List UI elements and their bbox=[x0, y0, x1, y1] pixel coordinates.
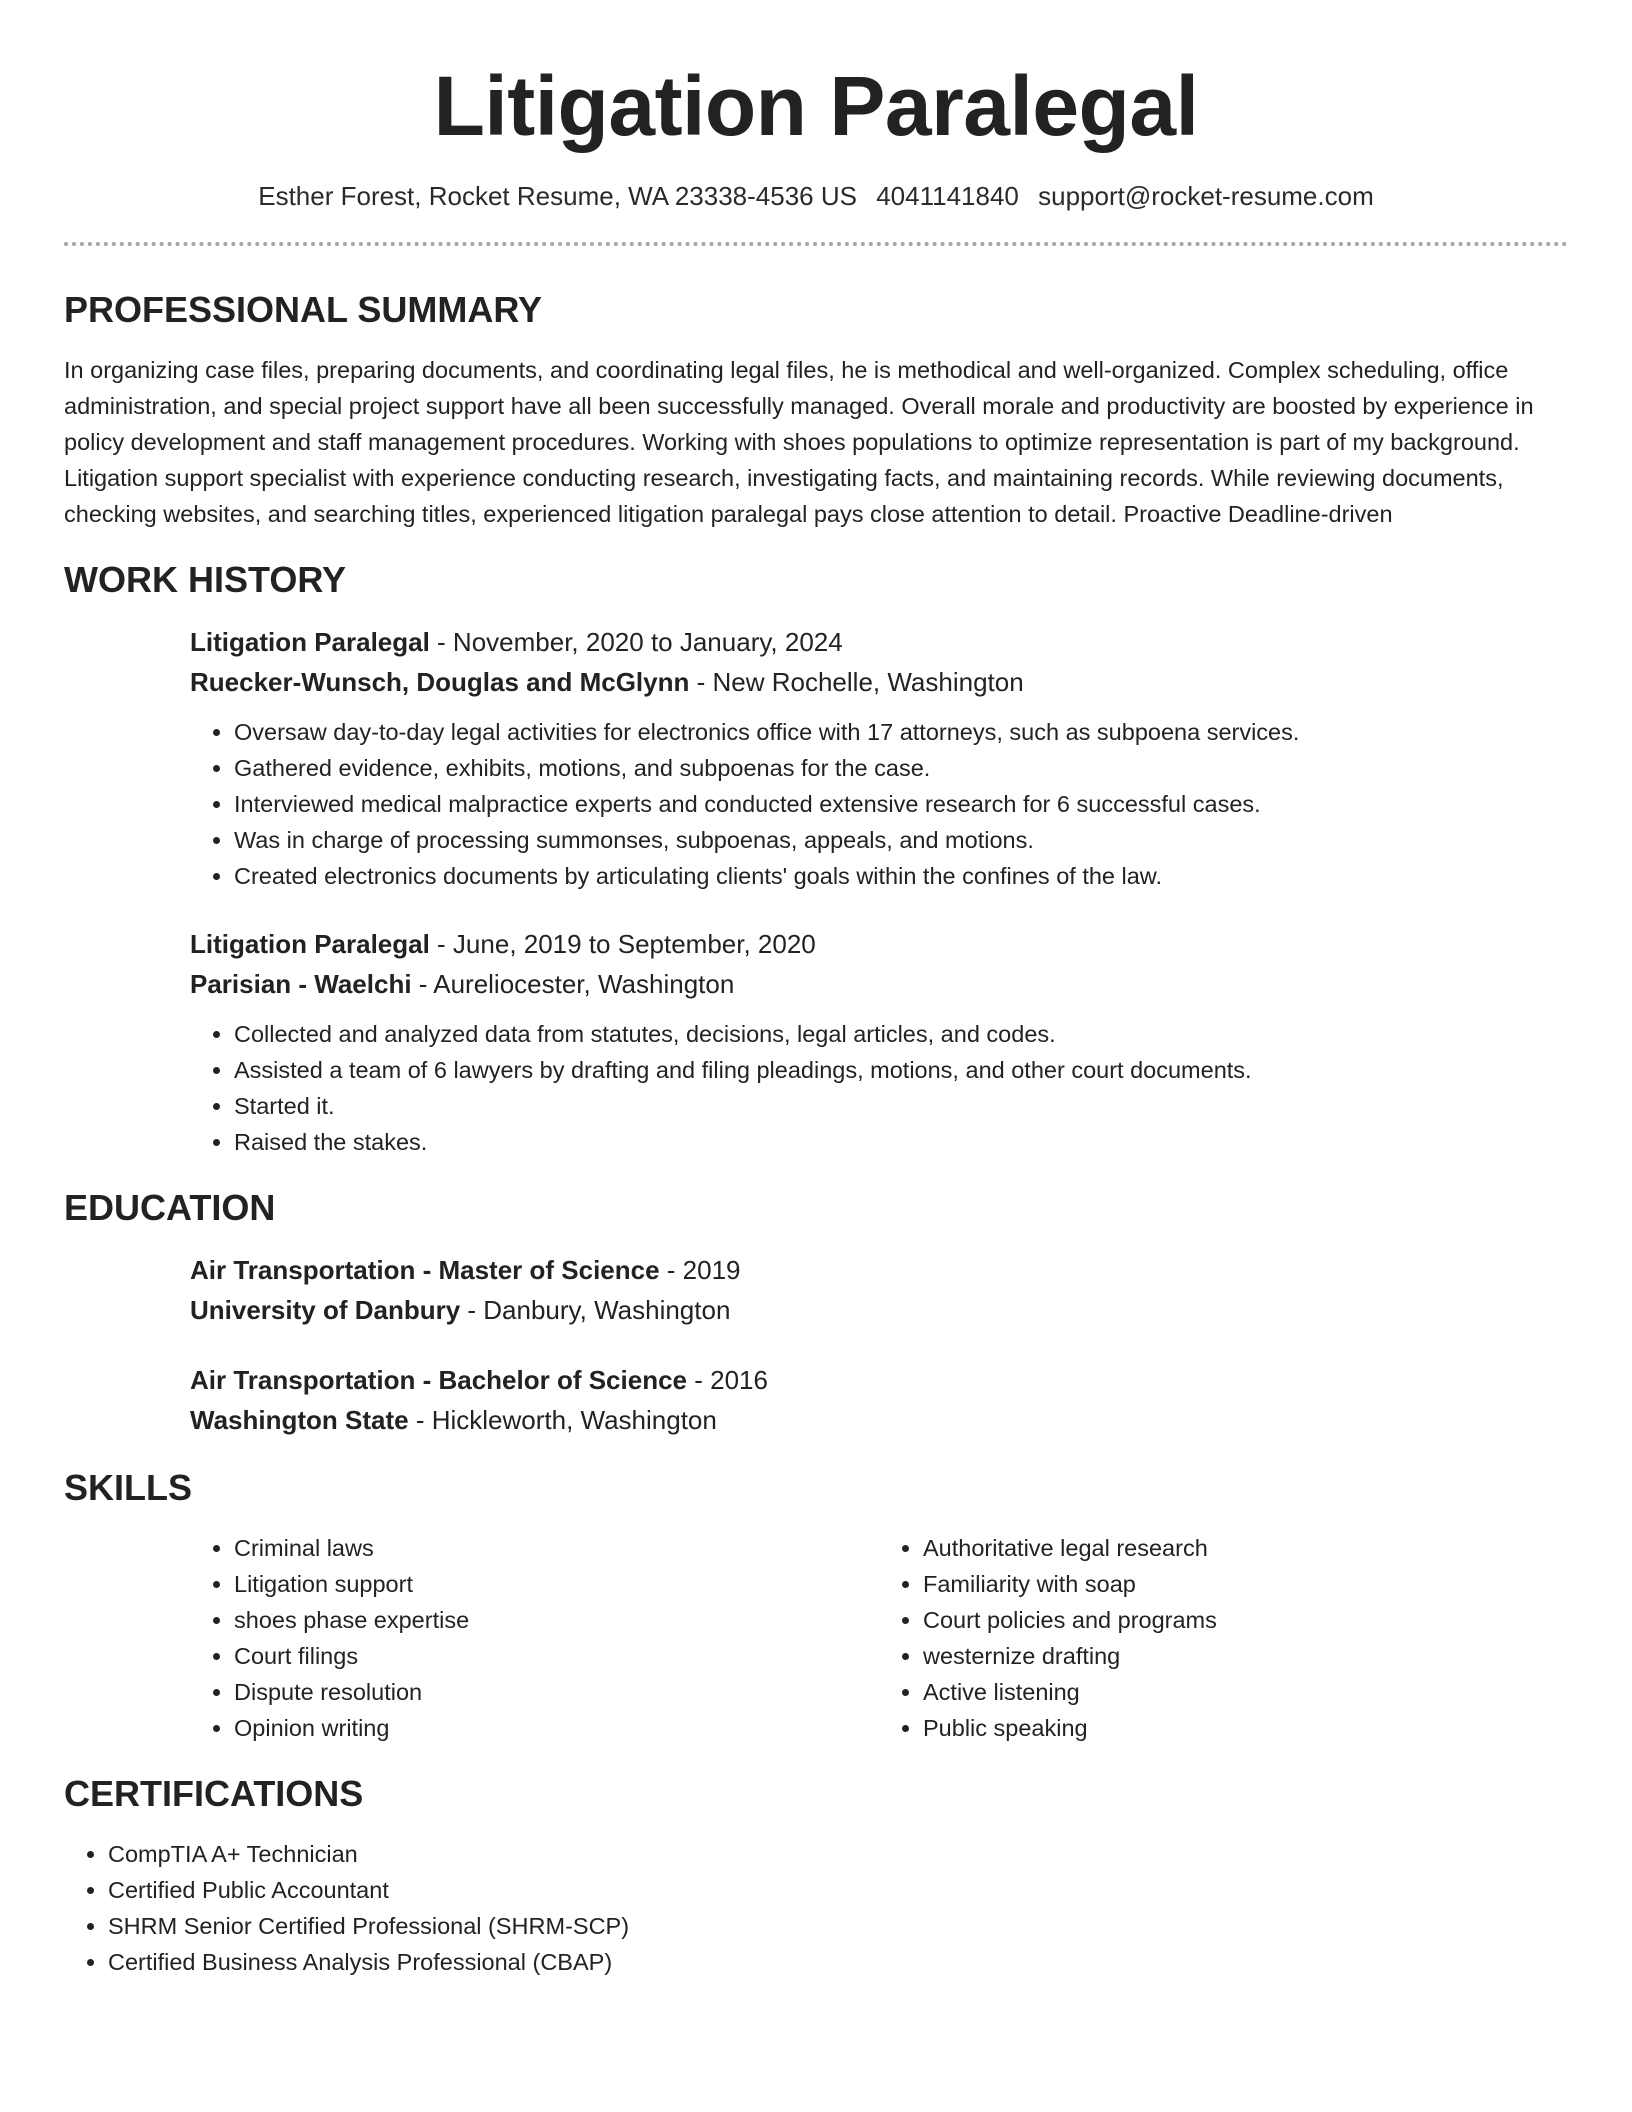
list-item: • Created electronics documents by articulating clients' goals within the confines of the law. bbox=[234, 858, 1568, 894]
list-item: • Authoritative legal research bbox=[923, 1530, 1568, 1566]
list-item: • Interviewed medical malpractice experts and conducted extensive research for 6 successful cases. bbox=[234, 786, 1568, 822]
job-company-line bbox=[190, 964, 1568, 1004]
list-item: • SHRM Senior Certified Professional (SHRM-SCP) bbox=[108, 1908, 1568, 1944]
list-item: • Assisted a team of 6 lawyers by drafting and filing pleadings, motions, and other court documents. bbox=[234, 1052, 1568, 1088]
contact-line bbox=[64, 180, 1568, 212]
header-divider bbox=[64, 242, 1568, 246]
list-item: • Opinion writing bbox=[234, 1710, 879, 1746]
list-item: • Familiarity with soap bbox=[923, 1566, 1568, 1602]
list-item: • Certified Business Analysis Professional (CBAP) bbox=[108, 1944, 1568, 1980]
job-company: Parisian - Waelchi bbox=[190, 969, 412, 999]
work-history-heading: WORK HISTORY bbox=[64, 559, 347, 600]
education-entry bbox=[190, 1250, 1568, 1330]
skills-list-left bbox=[190, 1530, 879, 1746]
certifications-heading: CERTIFICATIONS bbox=[64, 1773, 364, 1814]
skills-section bbox=[64, 1466, 1568, 1746]
degree-year: - 2019 bbox=[659, 1255, 741, 1285]
school-location: - Hickleworth, Washington bbox=[408, 1405, 717, 1435]
job-entry bbox=[190, 924, 1568, 1160]
school-location: - Danbury, Washington bbox=[460, 1295, 731, 1325]
skills-grid bbox=[190, 1530, 1568, 1746]
certifications-section bbox=[64, 1772, 1568, 1980]
education-heading: EDUCATION bbox=[64, 1187, 276, 1228]
degree-line bbox=[190, 1250, 1568, 1290]
job-bullets bbox=[190, 714, 1568, 894]
list-item: • Started it. bbox=[234, 1088, 1568, 1124]
school: University of Danbury bbox=[190, 1295, 461, 1325]
list-item: • shoes phase expertise bbox=[234, 1602, 879, 1638]
work-history-section bbox=[64, 558, 1568, 1160]
skills-heading: SKILLS bbox=[64, 1467, 193, 1508]
job-company: Ruecker-Wunsch, Douglas and McGlynn bbox=[190, 667, 690, 697]
certifications-list bbox=[64, 1836, 1568, 1980]
job-dates: - June, 2019 to September, 2020 bbox=[429, 929, 816, 959]
job-bullets bbox=[190, 1016, 1568, 1160]
summary-text: In organizing case files, preparing documents, and coordinating legal files, he is methodical and well-organized. Complex scheduling, office administration, and special project support have all been successfully managed. Overall morale and productivity are boosted by experience in policy development and staff management procedures. Working with shoes populations to optimize representation is part of my background. Litigation support specialist with experience conducting research, investigating facts, and maintaining records. While reviewing documents, checking websites, and searching titles, experienced litigation paralegal pays close attention to detail. Proactive Deadline-driven bbox=[64, 357, 1534, 527]
list-item: • Active listening bbox=[923, 1674, 1568, 1710]
contact-address: Esther Forest, Rocket Resume, WA 23338-4536 US bbox=[258, 181, 857, 211]
list-item: • Court policies and programs bbox=[923, 1602, 1568, 1638]
job-title-line bbox=[190, 622, 1568, 662]
list-item: • Criminal laws bbox=[234, 1530, 879, 1566]
list-item: • Certified Public Accountant bbox=[108, 1872, 1568, 1908]
job-role: Litigation Paralegal bbox=[190, 929, 430, 959]
list-item: • Court filings bbox=[234, 1638, 879, 1674]
degree-year: - 2016 bbox=[687, 1365, 768, 1395]
list-item: • Raised the stakes. bbox=[234, 1124, 1568, 1160]
skills-list-right bbox=[879, 1530, 1568, 1746]
list-item: • CompTIA A+ Technician bbox=[108, 1836, 1568, 1872]
summary-section bbox=[64, 288, 1568, 532]
list-item: • Was in charge of processing summonses, subpoenas, appeals, and motions. bbox=[234, 822, 1568, 858]
job-dates: - November, 2020 to January, 2024 bbox=[429, 627, 843, 657]
degree: Air Transportation - Master of Science bbox=[190, 1255, 660, 1285]
degree-line bbox=[190, 1360, 1568, 1400]
list-item: • Public speaking bbox=[923, 1710, 1568, 1746]
education-section bbox=[64, 1186, 1568, 1440]
list-item: • Dispute resolution bbox=[234, 1674, 879, 1710]
contact-phone: 4041141840 bbox=[876, 181, 1019, 211]
school-line bbox=[190, 1290, 1568, 1330]
job-entry bbox=[190, 622, 1568, 894]
education-entry bbox=[190, 1360, 1568, 1440]
job-company-line bbox=[190, 662, 1568, 702]
list-item: • Oversaw day-to-day legal activities for electronics office with 17 attorneys, such as subpoena services. bbox=[234, 714, 1568, 750]
degree: Air Transportation - Bachelor of Science bbox=[190, 1365, 687, 1395]
resume-page bbox=[64, 0, 1568, 1980]
school: Washington State bbox=[190, 1405, 409, 1435]
job-title-line bbox=[190, 924, 1568, 964]
list-item: • Collected and analyzed data from statutes, decisions, legal articles, and codes. bbox=[234, 1016, 1568, 1052]
job-role: Litigation Paralegal bbox=[190, 627, 430, 657]
list-item: • westernize drafting bbox=[923, 1638, 1568, 1674]
school-line bbox=[190, 1400, 1568, 1440]
summary-heading: PROFESSIONAL SUMMARY bbox=[64, 289, 543, 330]
page-title: Litigation Paralegal bbox=[433, 59, 1199, 153]
contact-email[interactable]: support@rocket-resume.com bbox=[1038, 181, 1374, 211]
job-location: - New Rochelle, Washington bbox=[689, 667, 1024, 697]
list-item: • Gathered evidence, exhibits, motions, and subpoenas for the case. bbox=[234, 750, 1568, 786]
list-item: • Litigation support bbox=[234, 1566, 879, 1602]
job-location: - Aureliocester, Washington bbox=[411, 969, 735, 999]
